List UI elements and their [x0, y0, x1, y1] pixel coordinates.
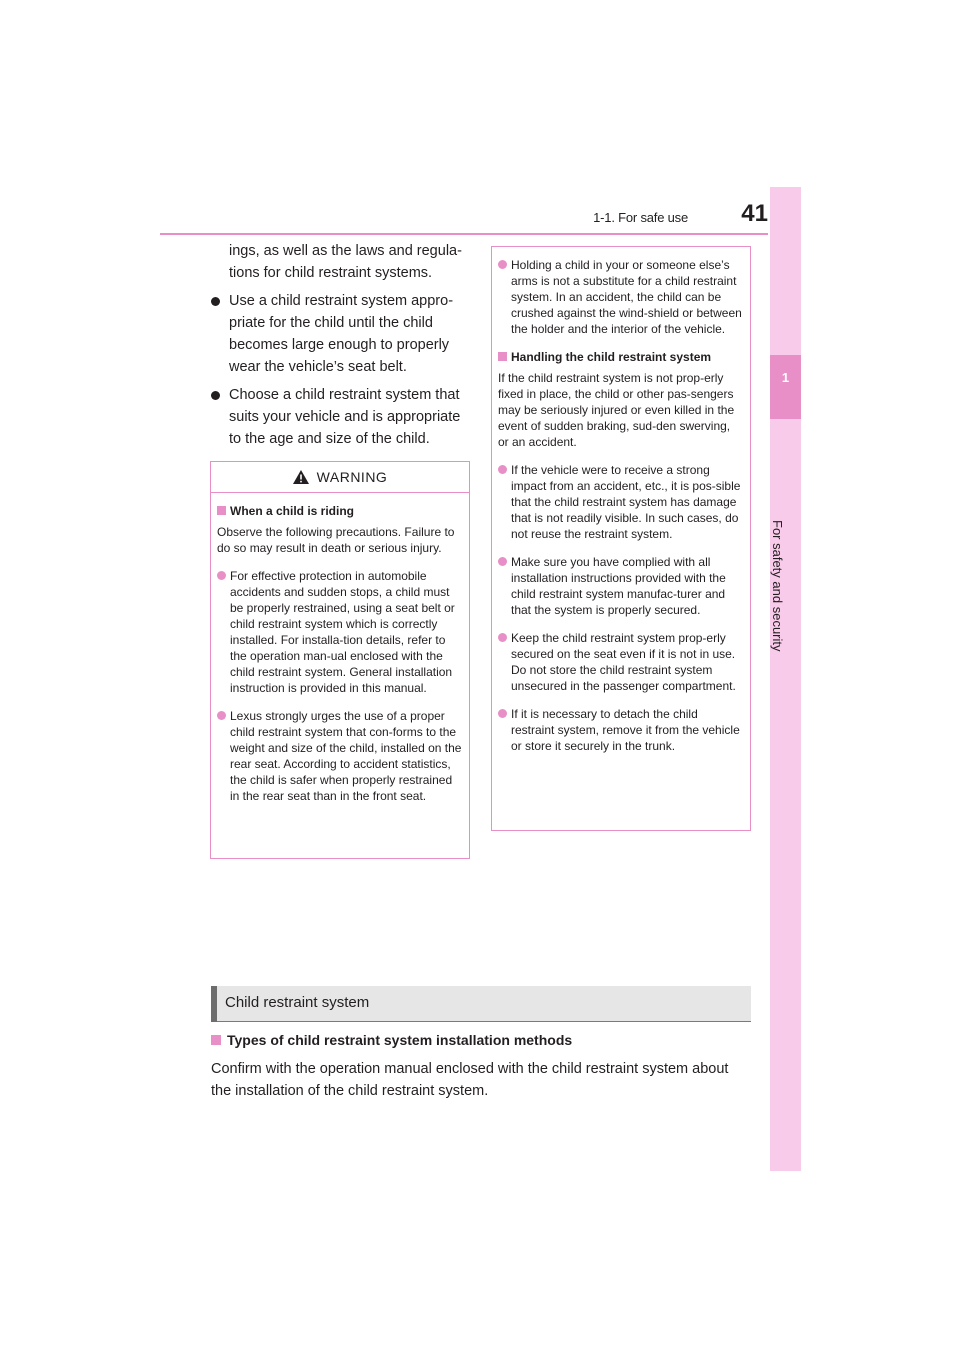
bullet-icon: [498, 557, 507, 566]
installation-body-text: Confirm with the operation manual enclosed with the child restraint system about the installation of the child restraint system.: [211, 1061, 729, 1099]
list-item: [498, 462, 744, 542]
warning-label: WARNING: [316, 469, 388, 485]
list-item: [217, 568, 463, 696]
bullet-icon: [211, 391, 220, 400]
list-item-text: Choose a child restraint system that suits your vehicle and is appropriate to the age and size of the child.: [229, 387, 461, 447]
bullet-icon: [217, 711, 226, 720]
left-column: [211, 240, 471, 450]
list-item-text: For effective protection in automobile accidents and sudden stops, a child must be properly restrained, using a seat belt or child restraint system which is correctly installed. For installa-tion details, refer to the operation man-ual enclosed with the child restraint system. General installation instruction is provided in this manual.: [230, 569, 455, 695]
warning-box: [210, 461, 470, 859]
handling-heading-text: Handling the child restraint system: [511, 350, 712, 364]
list-item-text: If the vehicle were to receive a strong impact from an accident, etc., it is pos-sible that the child restraint system has damage that is not readily visible. In such cases, do not reuse the restraint system.: [511, 463, 741, 541]
list-item-text: Keep the child restraint system prop-erly secured on the seat even if it is not in use. Do not store the child restraint system unsecured in the passenger compartment.: [511, 631, 736, 693]
list-item: [211, 290, 471, 378]
warning-triangle-icon: [293, 470, 309, 484]
square-bullet-icon: [498, 352, 507, 361]
square-bullet-icon: [217, 506, 226, 515]
chapter-number: 1: [781, 370, 790, 385]
list-item-text: Lexus strongly urges the use of a proper child restraint system that con-forms to the weight and size of the child, installed on the rear seat. According to accident statistics, the child is safer when properly restrained in the rear seat than in the front seat.: [230, 709, 462, 803]
section-bar-accent: [211, 986, 217, 1022]
warning-heading: [217, 503, 463, 519]
list-item: [211, 384, 471, 450]
warning-continuation-content: [492, 247, 750, 754]
list-item-text: Holding a child in your or someone else’s arms is not a substitute for a child restraint system. In an accident, the child can be crushed against the wind-shield or between the holder and the interior of the vehicle.: [511, 258, 742, 336]
warning-intro: Observe the following precautions. Failure to do so may result in death or serious injury.: [217, 525, 455, 555]
handling-heading: [498, 349, 744, 365]
page-header: [560, 200, 768, 230]
section-heading-bar: [211, 986, 751, 1022]
list-item: [498, 630, 744, 694]
warning-header: [211, 462, 469, 493]
list-item-text: Use a child restraint system appro-priate for the child until the child becomes large enough to properly wear the vehicle’s seat belt.: [229, 293, 454, 375]
bullet-icon: [211, 297, 220, 306]
list-item-text: If it is necessary to detach the child restraint system, remove it from the vehicle or store it securely in the trunk.: [511, 707, 740, 753]
bullet-icon: [498, 465, 507, 474]
bullet-icon: [498, 633, 507, 642]
handling-intro: If the child restraint system is not prop-erly fixed in place, the child or other pas-sengers may be seriously injured or even killed in the event of sudden braking, sud-den swerving, or an accident.: [498, 371, 735, 449]
installation-methods-heading-text: Types of child restraint system installation methods: [227, 1032, 573, 1048]
side-tab-active-marker: [770, 355, 801, 419]
bullet-icon: [498, 260, 507, 269]
bullet-icon: [217, 571, 226, 580]
chapter-title: For safety and security: [770, 520, 785, 652]
list-item-text: Make sure you have complied with all installation instructions provided with the child restraint system manufac-turer and that the system is properly secured.: [511, 555, 726, 617]
header-rule: [160, 233, 768, 235]
bullet-icon: [498, 709, 507, 718]
list-item: [498, 554, 744, 618]
warning-content: [211, 493, 469, 804]
installation-methods-heading: [211, 1030, 751, 1050]
section-heading: Child restraint system: [225, 994, 370, 1011]
page-number: 41: [741, 200, 768, 227]
list-item: [498, 257, 744, 337]
continuation-text: ings, as well as the laws and regula-tions for child restraint systems.: [229, 243, 462, 281]
list-item: [498, 706, 744, 754]
section-title: 1-1. For safe use: [593, 210, 688, 225]
warning-heading-text: When a child is riding: [230, 504, 355, 518]
warning-continuation-box: [491, 246, 751, 831]
square-bullet-icon: [211, 1035, 221, 1045]
list-item: [217, 708, 463, 804]
